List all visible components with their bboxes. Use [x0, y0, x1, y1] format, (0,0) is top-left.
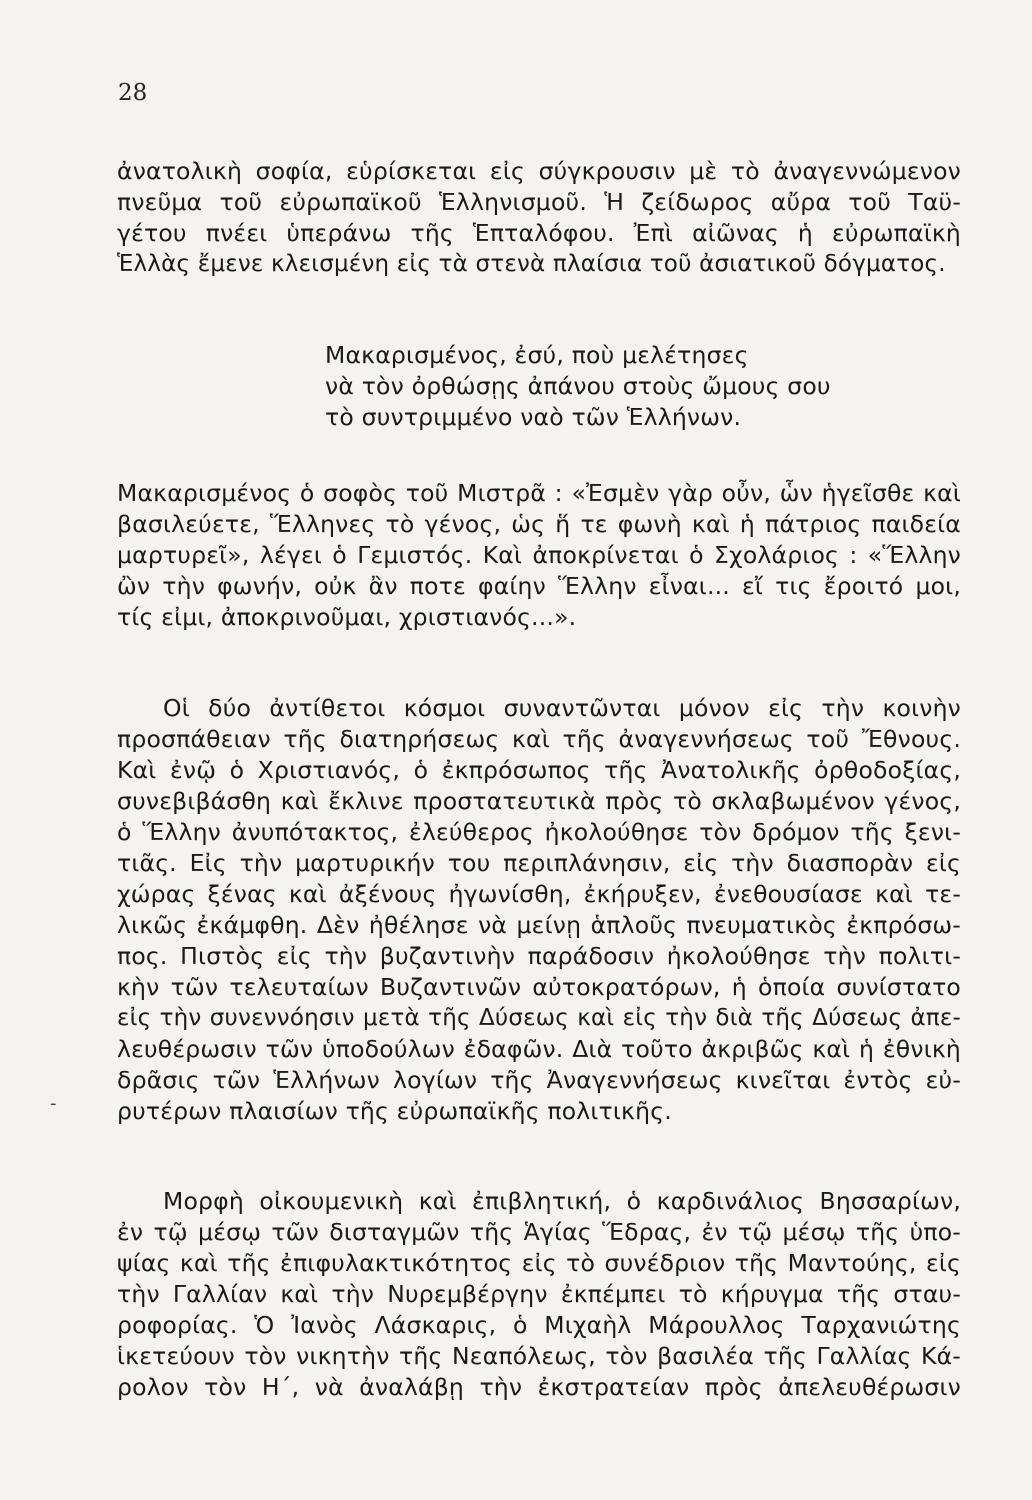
text-line: κὴν τῶν τελευταίων Βυζαντινῶν αὐτοκρατόρων, ἡ ὁποία συνίστατο: [117, 973, 961, 1001]
poem-quote: [325, 340, 845, 433]
page-number: 28: [118, 80, 148, 106]
paragraph-3: [117, 693, 961, 1127]
paragraph-1: [117, 156, 961, 280]
text-line: γέτου πνέει ὑπεράνω τῆς Ἑπταλόφου. Ἐπὶ αἰῶνας ἡ εὐρωπαϊκὴ: [117, 219, 961, 247]
text-line: πος. Πιστὸς εἰς τὴν βυζαντινὴν παράδοσιν ἠκολούθησε τὴν πολιτι-: [117, 942, 961, 970]
text-line: ἱκετεύουν τὸν νικητὴν τῆς Νεαπόλεως, τὸν βασιλέα τῆς Γαλλίας Κά-: [117, 1342, 961, 1370]
text-line: ὢν τὴν φωνήν, οὐκ ἂν ποτε φαίην Ἕλλην εἶναι... εἴ τις ἔροιτό μοι,: [117, 572, 961, 600]
text-line: ροφορίας. Ὁ Ἰανὸς Λάσκαρις, ὁ Μιχαὴλ Μάρουλλος Ταρχανιώτης: [117, 1311, 961, 1339]
text-line: ρυτέρων πλαισίων τῆς εὐρωπαϊκῆς πολιτικῆς.: [117, 1097, 672, 1125]
text-line: τιᾶς. Εἰς τὴν μαρτυρικήν του περιπλάνησιν, εἰς τὴν διασπορὰν εἰς: [117, 849, 961, 877]
text-line: Μορφὴ οἰκουμενικὴ καὶ ἐπιβλητική, ὁ καρδινάλιος Βησσαρίων,: [163, 1187, 961, 1215]
margin-mark: -: [50, 1093, 57, 1114]
text-line: μαρτυρεῖ», λέγει ὁ Γεμιστός. Καὶ ἀποκρίνεται ὁ Σχολάριος : «Ἕλλην: [117, 541, 961, 569]
text-line: Μακαρισμένος ὁ σοφὸς τοῦ Μιστρᾶ : «Ἐσμὲν γὰρ οὖν, ὧν ἡγεῖσθε καὶ: [117, 479, 961, 507]
text-line: ἐν τῷ μέσῳ τῶν δισταγμῶν τῆς Ἁγίας Ἕδρας, ἐν τῷ μέσῳ τῆς ὑπο-: [117, 1218, 961, 1246]
text-line: τὴν Γαλλίαν καὶ τὴν Νυρεμβέργην ἐκπέμπει τὸ κήρυγμα τῆς σταυ-: [117, 1280, 961, 1308]
text-line: πνεῦμα τοῦ εὐρωπαϊκοῦ Ἑλληνισμοῦ. Ἡ ζείδωρος αὔρα τοῦ Ταϋ-: [117, 188, 961, 216]
text-line: Καὶ ἐνῷ ὁ Χριστιανός, ὁ ἐκπρόσωπος τῆς Ἀνατολικῆς ὀρθοδοξίας,: [117, 756, 961, 784]
text-line: προσπάθειαν τῆς διατηρήσεως καὶ τῆς ἀναγεννήσεως τοῦ Ἔθνους.: [117, 725, 961, 753]
text-line: δρᾶσις τῶν Ἑλλήνων λογίων τῆς Ἀναγεννήσεως κινεῖται ἐντὸς εὐ-: [117, 1066, 961, 1094]
text-line: ἀνατολικὴ σοφία, εὑρίσκεται εἰς σύγκρουσιν μὲ τὸ ἀναγεννώμενον: [117, 157, 961, 185]
quote-line: νὰ τὸν ὀρθώσῃς ἀπάνου στοὺς ὤμους σου: [325, 372, 831, 400]
text-line: χώρας ξένας καὶ ἀξένους ἠγωνίσθη, ἐκήρυξεν, ἐνεθουσίασε καὶ τε-: [117, 880, 961, 908]
paragraph-2: [117, 478, 961, 633]
text-line: Ἑλλὰς ἔμενε κλεισμένη εἰς τὰ στενὰ πλαίσια τοῦ ἀσιατικοῦ δόγματος.: [117, 251, 946, 277]
text-line: ρολον τὸν Η΄, νὰ ἀναλάβῃ τὴν ἐκστρατείαν πρὸς ἀπελευθέρωσιν: [117, 1373, 961, 1401]
quote-line: τὸ συντριμμένο ναὸ τῶν Ἑλλήνων.: [325, 403, 742, 431]
text-line: λευθέρωσιν τῶν ὑποδούλων ἐδαφῶν. Διὰ τοῦτο ἀκριβῶς καὶ ἡ ἐθνικὴ: [117, 1035, 961, 1063]
text-line: εἰς τὴν συνεννόησιν μετὰ τῆς Δύσεως καὶ εἰς τὴν διὰ τῆς Δύσεως ἀπε-: [117, 1005, 961, 1031]
quote-line: Μακαρισμένος, ἐσύ, ποὺ μελέτησες: [325, 341, 749, 369]
text-line: ὁ Ἕλλην ἀνυπότακτος, ἐλεύθερος ἠκολούθησε τὸν δρόμον τῆς ξενι-: [117, 818, 961, 846]
paragraph-4: [117, 1186, 961, 1403]
text-line: ψίας καὶ τῆς ἐπιφυλακτικότητος εἰς τὸ συνέδριον τῆς Μαντούης, εἰς: [117, 1249, 961, 1277]
text-line: τίς εἰμι, ἀποκρινοῦμαι, χριστιανός...».: [117, 603, 577, 631]
text-line: λικῶς ἐκάμφθη. Δὲν ἠθέλησε νὰ μείνῃ ἁπλοῦς πνευματικὸς ἐκπρόσω-: [117, 911, 961, 939]
text-line: βασιλεύετε, Ἕλληνες τὸ γένος, ὡς ἥ τε φωνὴ καὶ ἡ πάτριος παιδεία: [117, 510, 961, 538]
text-line: συνεβιβάσθη καὶ ἔκλινε προστατευτικὰ πρὸς τὸ σκλαβωμένον γένος,: [117, 787, 961, 815]
text-line: Οἱ δύο ἀντίθετοι κόσμοι συναντῶνται μόνον εἰς τὴν κοινὴν: [163, 694, 961, 722]
